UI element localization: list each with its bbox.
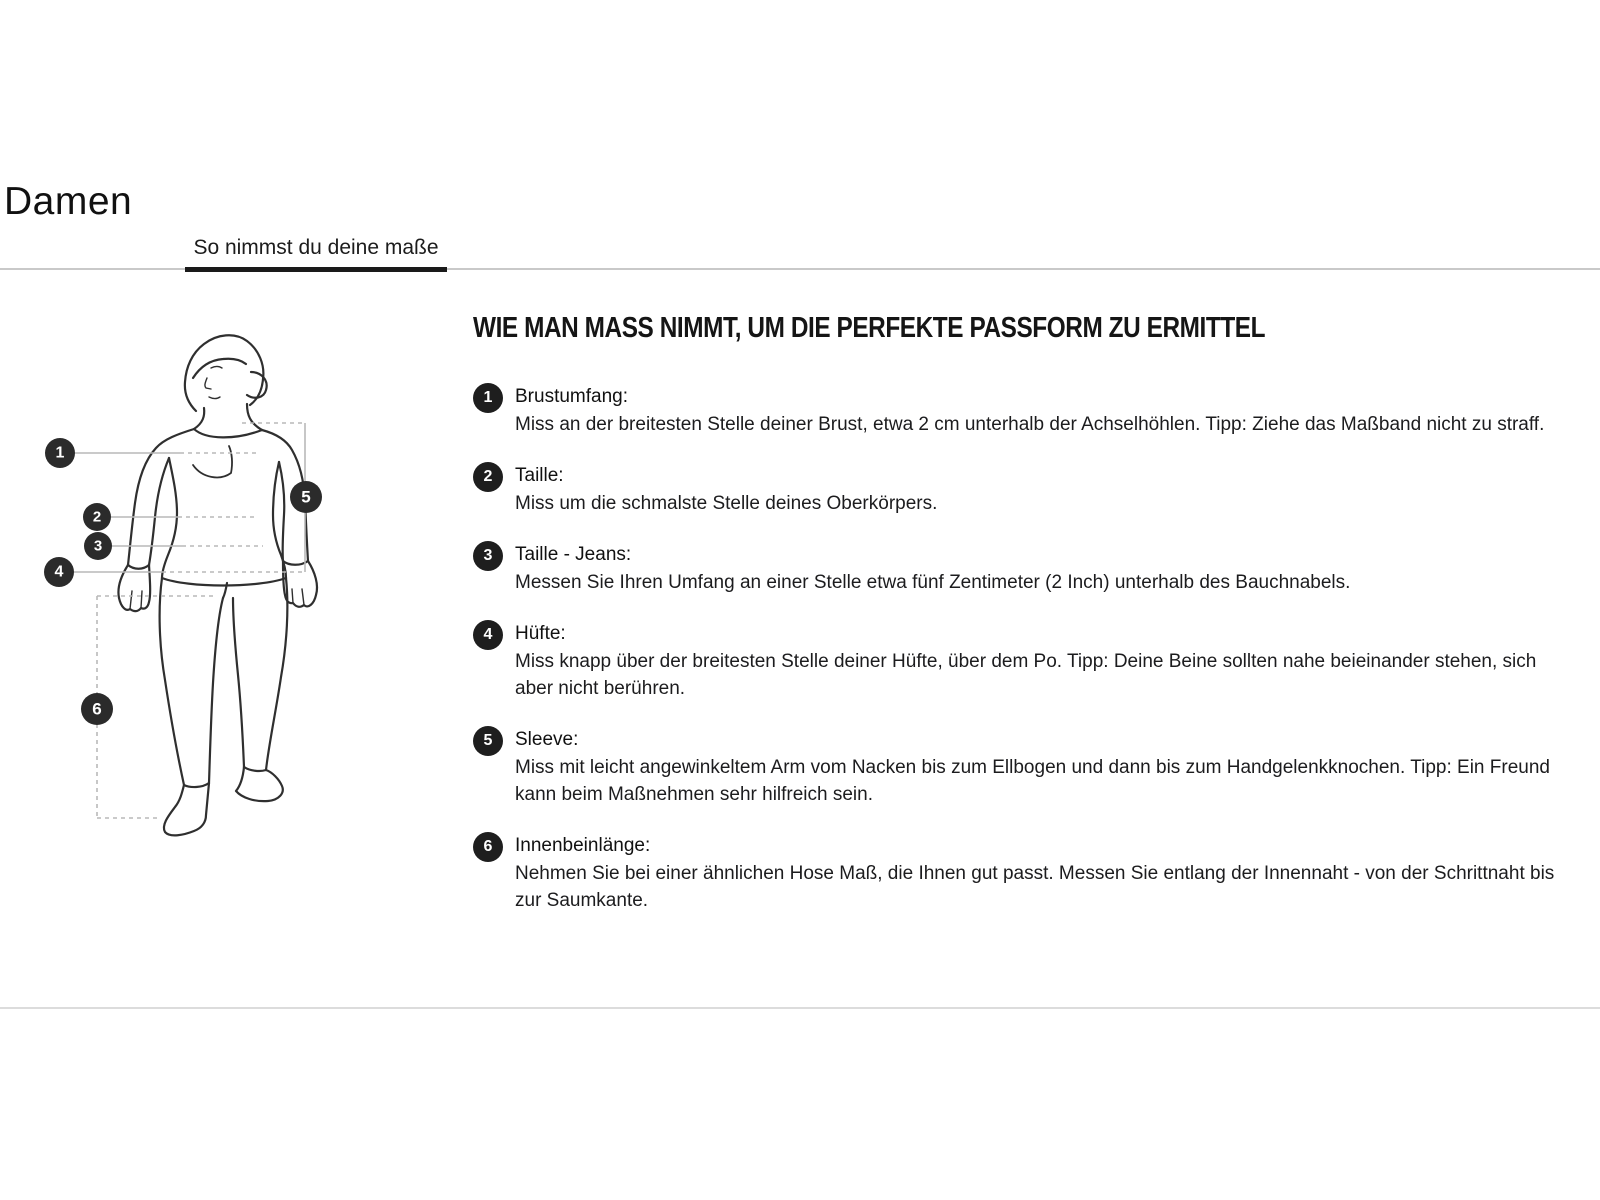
item-body: Miss an der breitesten Stelle deiner Brust, etwa 2 cm unterhalb der Achselhöhlen. Tipp: Ziehe das Maßband nicht zu straff. [515,414,1545,435]
item-number-badge: 2 [473,462,503,492]
tab-measure-guide[interactable] [185,226,447,270]
item-number-badge: 6 [473,832,503,862]
tab-label: So nimmst du deine maße [193,236,439,259]
item-body: Messen Sie Ihren Umfang an einer Stelle etwa fünf Zentimeter (2 Inch) unterhalb des Bauchnabels. [515,572,1351,593]
figure-badge-1: 1 [55,444,65,462]
item-title: Innenbeinlänge: [515,835,651,856]
figure-badge-4: 4 [54,563,64,581]
item-number-badge: 3 [473,541,503,571]
measure-item-innenbeinlaenge [473,832,1563,914]
measurement-figure-svg [30,315,350,875]
figure-face-details [205,367,222,399]
item-title: Sleeve: [515,729,579,750]
item-title: Hüfte: [515,623,566,644]
figure-body-outline [118,335,317,835]
bottom-divider [0,1007,1600,1009]
figure-badge-5: 5 [301,487,311,507]
tab-active-underline [185,267,447,272]
instructions-section [473,312,1563,938]
measurement-figure [30,315,350,875]
measure-item-taille [473,462,1563,517]
measure-item-taille-jeans [473,541,1563,596]
item-body: Nehmen Sie bei einer ähnlichen Hose Maß, die Ihnen gut passt. Messen Sie entlang der Innennaht - von der Schrittnaht bis zur Saumkante. [515,863,1555,911]
measure-item-huefte [473,620,1563,702]
figure-badge-6: 6 [92,699,102,719]
measure-item-sleeve [473,726,1563,808]
item-number-badge: 1 [473,383,503,413]
item-title: Taille: [515,465,564,486]
item-title: Brustumfang: [515,386,628,407]
measurement-lines [74,423,305,818]
figure-badge-2: 2 [92,508,102,526]
section-heading: WIE MAN MASS NIMMT, UM DIE PERFEKTE PASSFORM ZU ERMITTEL [473,312,1266,344]
page-title: Damen [4,180,133,223]
item-body: Miss knapp über der breitesten Stelle deiner Hüfte, über dem Po. Tipp: Deine Beine sollten nahe beieinander stehen, sich aber nicht berühren. [515,651,1537,699]
item-number-badge: 5 [473,726,503,756]
item-title: Taille - Jeans: [515,544,632,565]
item-body: Miss um die schmalste Stelle deines Oberkörpers. [515,493,938,514]
figure-badge-3: 3 [93,537,103,555]
item-body: Miss mit leicht angewinkeltem Arm vom Nacken bis zum Ellbogen und dann bis zum Handgelenkknochen. Tipp: Ein Freund kann beim Maßnehmen sehr hilfreich sein. [515,757,1550,805]
item-number-badge: 4 [473,620,503,650]
measure-item-brustumfang [473,383,1563,438]
